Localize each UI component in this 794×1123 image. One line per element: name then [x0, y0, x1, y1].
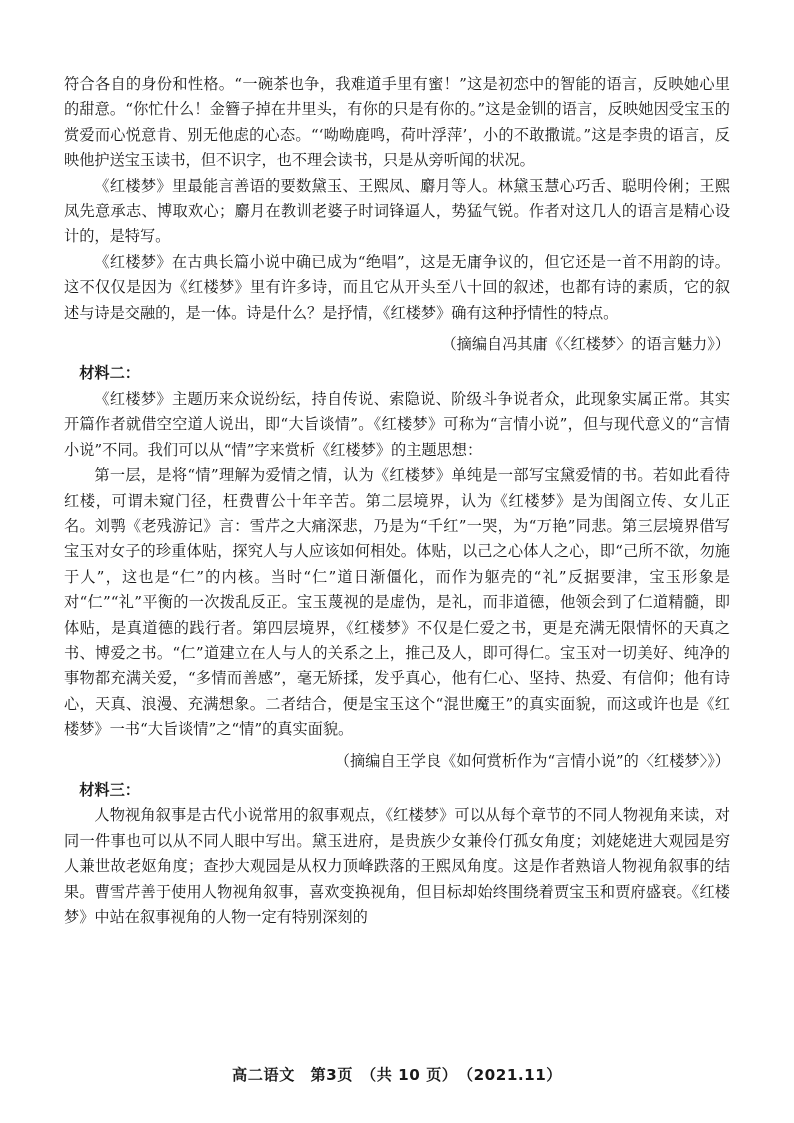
source-citation-1: （摘编自冯其庸《〈红楼梦〉的语言魅力》） — [441, 335, 730, 354]
material-3-heading: 材料三： — [79, 780, 140, 799]
intro-paragraph-2: 《红楼梦》里最能言善语的要数黛玉、王熙凤、麝月等人。林黛玉慧心巧舌、聪明伶俐；王熙凤先意承志、博取欢心；麝月在教训老婆子时词锋逼人，势猛气锐。作者对这几人的语言是精心设计的，是特写。 — [64, 176, 730, 246]
material-2-paragraph-1: 《红楼梦》主题历来众说纷纭，持自传说、索隐说、阶级斗争说者众，此现象实属正常。其实开篇作者就借空空道人说出，即“大旨谈情”。《红楼梦》可称为“言情小说”，但与现代意义的“言情小说”不同。我们可以从“情”字来赏析《红楼梦》的主题思想： — [64, 389, 730, 459]
material-2-heading: 材料二： — [79, 364, 140, 383]
source-citation-2: （摘编自王学良《如何赏析作为“言情小说”的〈红楼梦〉》） — [334, 751, 730, 770]
intro-paragraph-3: 《红楼梦》在古典长篇小说中确已成为“绝唱”，这是无庸争议的，但它还是一首不用韵的诗。这不仅仅是因为《红楼梦》里有许多诗，而且它从开头至八十回的叙述，也都有诗的素质，它的叙述与诗是交融的，是一体。诗是什么？是抒情，《红楼梦》确有这种抒情性的特点。 — [64, 252, 730, 322]
intro-paragraph-1: 符合各自的身份和性格。“一碗茶也争，我难道手里有蜜！”这是初恋中的智能的语言，反映她心里的甜意。“你忙什么！金簪子掉在井里头，有你的只是有你的。”这是金钏的语言，反映她因受宝玉的赏爱而心悦意肯、别无他虑的心态。“‘呦呦鹿鸣，荷叶浮萍’，小的不敢撒谎。”这是李贵的语言，反映他护送宝玉读书，但不识字，也不理会读书，只是从旁听闻的状况。 — [64, 75, 730, 170]
material-3-paragraph-1: 人物视角叙事是古代小说常用的叙事观点，《红楼梦》可以从每个章节的不同人物视角来读，对同一件事也可以从不同人眼中写出。黛玉进府，是贵族少女兼伶仃孤女角度；刘姥姥进大观园是穷人兼世故老妪角度；查抄大观园是从权力顶峰跌落的王熙凤角度。这是作者熟谙人物视角叙事的结果。曹雪芹善于使用人物视角叙事，喜欢变换视角，但目标却始终围绕着贾宝玉和贾府盛衰。《红楼梦》中站在叙事视角的人物一定有特别深刻的 — [64, 806, 730, 926]
material-2-paragraph-2: 第一层，是将“情”理解为爱情之情，认为《红楼梦》单纯是一部写宝黛爱情的书。若如此看待红楼，可谓未窥门径，枉费曹公十年辛苦。第二层境界，认为《红楼梦》是为闺阁立传、女儿正名。刘鹗《老残游记》言：雪芹之大痛深悲，乃是为“千红”一哭，为“万艳”同悲。第三层境界借写宝玉对女子的珍重体贴，探究人与人应该如何相处。体贴，以己之心体人之心，即“己所不欲，勿施于人”，这也是“仁”的内核。当时“仁”道日渐僵化，而作为躯壳的“礼”反据要津，宝玉形象是对“仁”“礼”平衡的一次拨乱反正。宝玉蔑视的是虚伪，是礼，而非道德，他领会到了仁道精髓，即体贴，是真道德的践行者。第四层境界，《红楼梦》不仅是仁爱之书，更是充满无限情怀的天真之书、博爱之书。“仁”道建立在人与人的关系之上，推己及人，即可得仁。宝玉对一切美好、纯净的事物都充满关爱，“多情而善感”，毫无矫揉，发乎真心，他有仁心、坚持、热爱、有信仰；他有诗心，天真、浪漫、充满想象。二者结合，便是宝玉这个“混世魔王”的真实面貌，而这或许也是《红楼梦》一书“大旨谈情”之“情”的真实面貌。 — [64, 466, 730, 739]
page-footer: 高二语文 第3页 （共 10 页） （2021.11） — [232, 1066, 562, 1084]
